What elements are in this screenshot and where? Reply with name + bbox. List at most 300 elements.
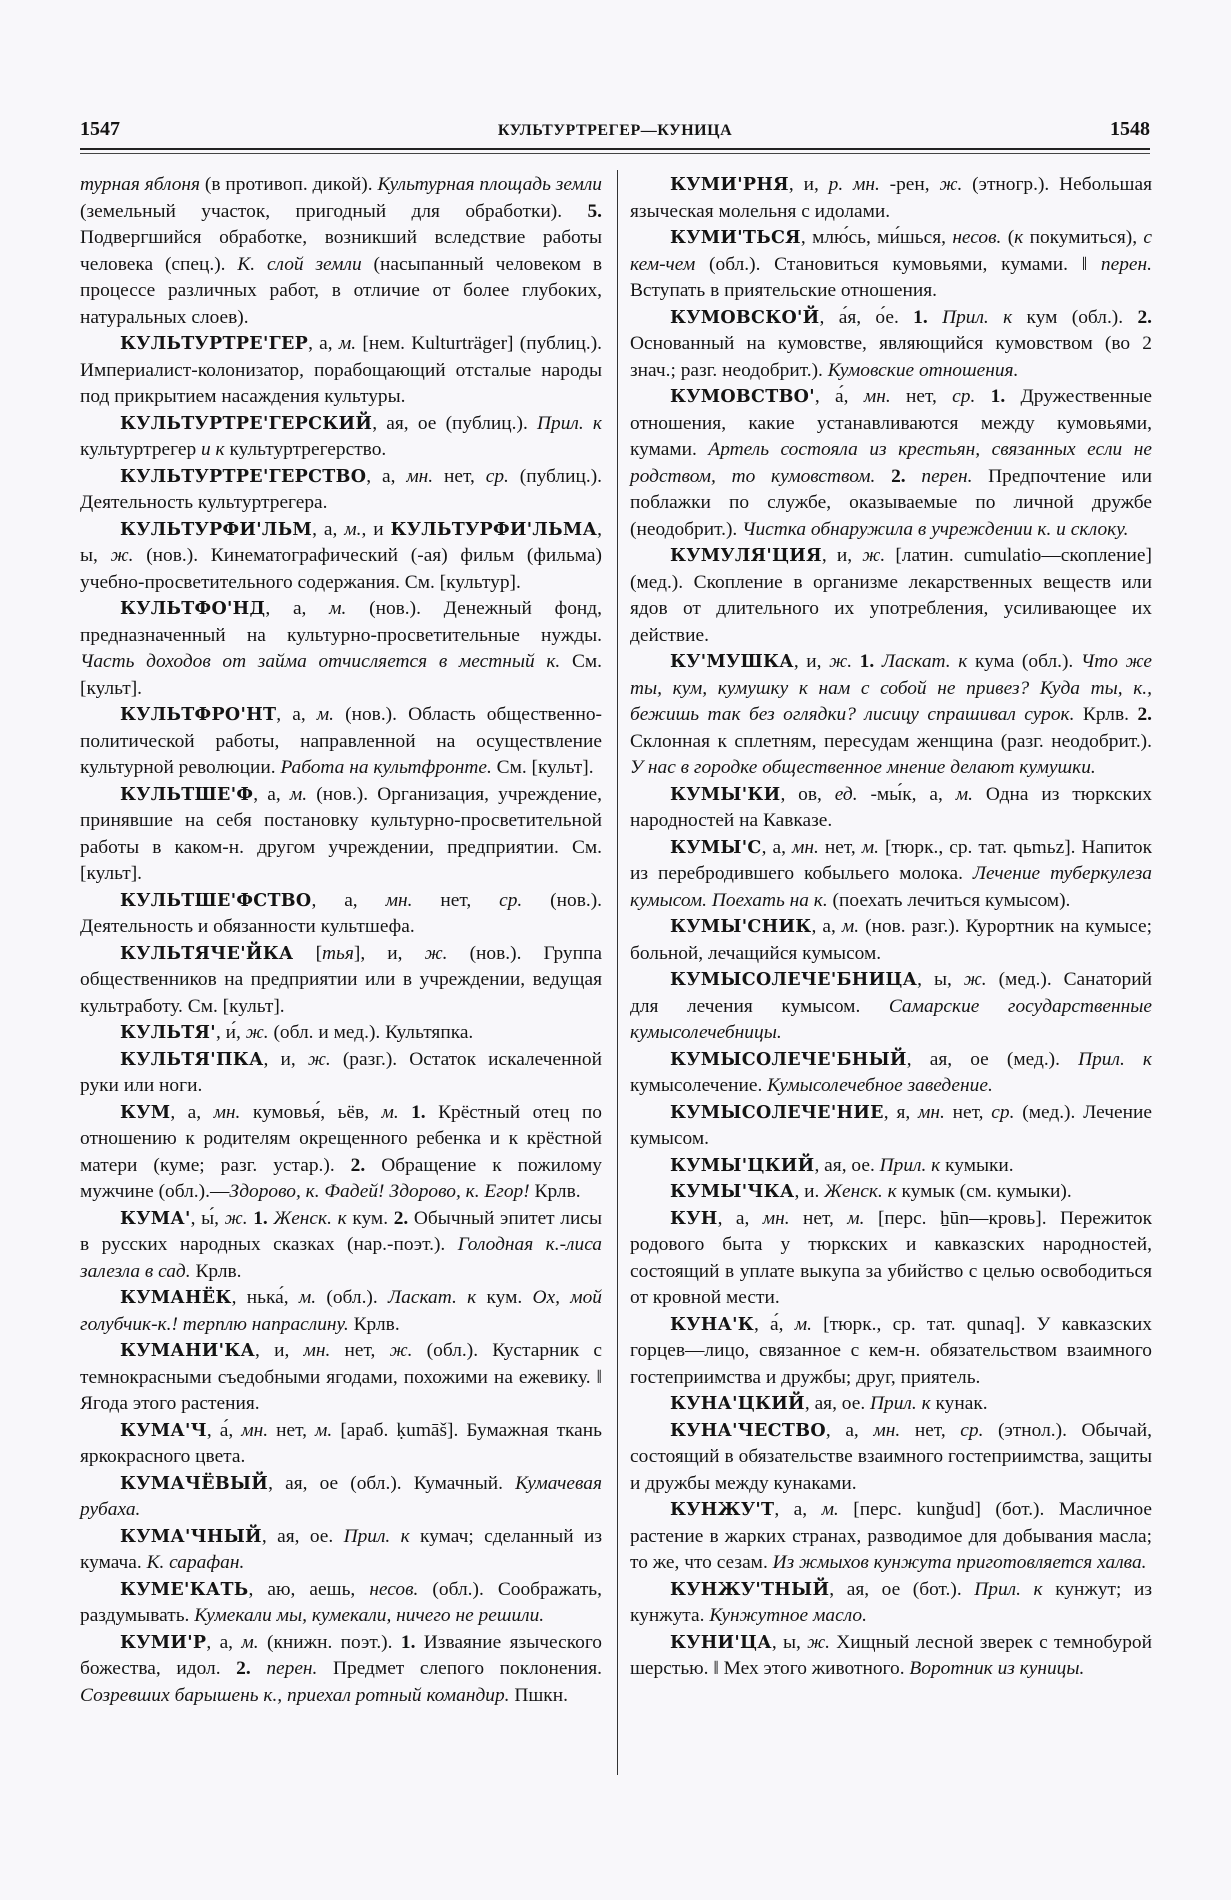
entry-text: , я, [883, 1101, 919, 1123]
entry-text: Крлв. [348, 1313, 400, 1335]
headword: КУМА'Ч [120, 1420, 207, 1441]
entry-text: , и, [263, 1048, 308, 1070]
entry-text [975, 386, 990, 407]
italic-text: Женск. к [273, 1207, 347, 1229]
entry-text: , нька́, [231, 1287, 299, 1308]
dictionary-entry [630, 1100, 1152, 1153]
running-head: КУЛЬТУРТРЕГЕР—КУНИЦА [497, 122, 733, 139]
headword: КУНА'К [670, 1314, 754, 1335]
dictionary-entry [630, 1391, 1152, 1418]
italic-text: ж. [963, 969, 987, 990]
entry-text: , а, [253, 783, 290, 805]
italic-text: ж. [829, 651, 853, 672]
entry-text: Одна из тюркских народностей на Кавказе. [630, 783, 1152, 831]
sense-number: 2. [393, 1207, 409, 1229]
italic-text: к [1014, 227, 1024, 248]
entry-text: [ [293, 942, 323, 964]
dictionary-entry [630, 1312, 1152, 1392]
italic-text: м. [955, 783, 973, 805]
italic-text: Ласкат. к [388, 1287, 477, 1308]
italic-text: ж. [307, 1048, 331, 1070]
headword: КУЛЬТЯЧЕ'ЙКА [120, 943, 294, 964]
italic-text: мн. [762, 1207, 790, 1229]
sense-number: 2. [1137, 704, 1152, 725]
entry-text: [араб. ḳumāš]. Бумажная ткань яркокрасного цвета. [80, 1419, 603, 1467]
italic-text: ср. [960, 1419, 984, 1441]
italic-text: ср. [991, 1101, 1015, 1123]
headword: КУМА' [120, 1208, 191, 1229]
entry-text [399, 1102, 411, 1123]
italic-text: Прил. к [1078, 1048, 1152, 1070]
italic-text: м. [861, 836, 879, 858]
dictionary-entry [630, 172, 1152, 225]
headword: КУЛЬТШЕ'Ф [120, 784, 254, 805]
italic-text: К. сарафан. [146, 1552, 245, 1573]
headword: КУЛЬТФО'НД [120, 599, 266, 619]
entry-text: Дружественные отношения, какие устанавливаются между кумовьями, кумами. [630, 386, 1152, 460]
entry-text: нет, [330, 1340, 390, 1361]
headword: КУМЫ'СНИК [670, 917, 812, 937]
entry-text: Крлв. [529, 1181, 581, 1202]
italic-text: мн. [918, 1101, 945, 1123]
entry-text: , а, [761, 836, 792, 858]
entry-text [874, 651, 882, 672]
entry-text: нет, [900, 1419, 961, 1441]
italic-text: Кумачевая рубаха. [80, 1472, 602, 1520]
dictionary-entry [80, 1047, 602, 1100]
entry-text: [тюрк., ср. тат. qunaq]. У кавказских горцев—лицо, связанное с кем-н. обязательством взаимного гостеприимства и дружбы; друг, приятель. [630, 1313, 1152, 1388]
headword: КУМЫ'С [670, 837, 762, 858]
headword: КУМЫСОЛЕЧЕ'БНИЦА [670, 970, 918, 990]
dictionary-entry [80, 1338, 602, 1418]
entry-text: , ая, ое (мед.). [906, 1048, 1079, 1070]
entry-text: [тюрк., ср. тат. qьmьz]. Напиток из перебродившего кобыльего молока. [630, 836, 1152, 884]
italic-text: Культурная площадь земли [377, 174, 602, 195]
dictionary-entry [630, 1577, 1152, 1630]
entry-text: , и [361, 518, 391, 540]
entry-text: , ая, ое (обл.). Кумачный. [268, 1472, 516, 1494]
entry-text: , ы, [771, 1631, 808, 1653]
entry-text: [нем. Kulturträger] (публиц.). Империалист-колонизатор, порабощающий отсталые народы под прикрытием насаждения культуры. [80, 333, 603, 407]
headword: КУНА'ЧЕСТВО [670, 1420, 826, 1441]
sense-number: 2. [1137, 306, 1153, 328]
entry-text: культуртрегер [80, 439, 201, 460]
italic-text: К. слой земли [237, 253, 362, 275]
italic-text: перен. [921, 465, 973, 487]
headword: КУМУЛЯ'ЦИЯ [670, 546, 822, 566]
entry-text: (насыпанный человеком в процессе различных работ, в отличие от более глубоких, натуральных слоев). [80, 253, 602, 328]
italic-text: м. [381, 1101, 399, 1123]
entry-text: , а, [265, 598, 330, 619]
italic-text: р. мн. [828, 174, 880, 195]
entry-text: (обл.). Кустарник с темнокрасными съедобными ягодами, похожими на ежевику. ‖ Ягода этого растения. [80, 1340, 602, 1414]
dictionary-entry [630, 967, 1152, 1047]
dictionary-entry [630, 1179, 1152, 1206]
italic-text: ж. [389, 1340, 413, 1361]
headword: КУЛЬТУРФИ'ЛЬМ [120, 519, 313, 540]
italic-text: м. [316, 704, 335, 725]
entry-text: , ы́, [190, 1207, 225, 1229]
italic-text: ж. [424, 942, 448, 964]
entry-text: Обращение к пожилому мужчине (обл.).— [80, 1154, 602, 1202]
entry-text: , ая, ое (бот.). [829, 1578, 975, 1600]
entry-text: (нов.). Область общественно-политической работы, направленной на осуществление культурной революции. [80, 704, 602, 778]
entry-text: , ая, ое. [261, 1525, 344, 1547]
entry-text: Крлв. [1074, 704, 1138, 725]
entry-text: , и, [793, 651, 830, 672]
entry-text: (обл.). [316, 1287, 389, 1308]
entry-text: кунжут; из кунжута. [630, 1578, 1152, 1626]
italic-text: м. [241, 1631, 259, 1653]
entry-text: Крлв. [190, 1260, 242, 1282]
entry-text: , а, [717, 1207, 763, 1229]
italic-text: мн. [791, 836, 819, 858]
entry-text: (нов.). Группа общественников на предприятии или в учреждении, ведущая культработу. См. [культ]. [80, 942, 602, 1017]
entry-text: , и, [821, 545, 863, 566]
entry-text: (обл.). Становиться кумовьями, кумами. ‖ [695, 253, 1101, 275]
entry-text: , и́, [215, 1022, 246, 1043]
italic-text: Прил. к [537, 412, 603, 434]
headword: КУМЫСОЛЕЧЕ'НИЕ [670, 1102, 884, 1123]
italic-text: Здорово, к. Фадей! Здорово, к. Егор! [229, 1181, 530, 1202]
entry-text: , ая, ое. [814, 1154, 880, 1176]
entry-text: кум (обл.). [1012, 306, 1138, 328]
italic-text: Из жмыхов кунжута приготовляется халва. [772, 1552, 1147, 1573]
italic-text: Кумекали мы, кумекали, ничего не решили. [194, 1605, 545, 1626]
dictionary-entry [630, 1047, 1152, 1100]
sense-number: 2. [891, 465, 906, 487]
entry-text: кумовья́, ьёв, [240, 1101, 382, 1123]
headword: КУМЫ'ЧКА [670, 1182, 795, 1202]
dictionary-entry [80, 1100, 602, 1206]
dictionary-entry [80, 1630, 602, 1710]
headword: КУЛЬТУРТРЕ'ГЕР [120, 334, 309, 354]
dictionary-entry [80, 782, 602, 888]
headword: КУН [670, 1208, 718, 1229]
entry-text: , а́, [754, 1313, 795, 1335]
entry-text: , а́, [814, 386, 864, 407]
headword: КУМЕ'КАТЬ [120, 1579, 249, 1600]
entry-text: (нов.). Денежный фонд, предназначенный на культурно-просветительные нужды. [80, 598, 603, 646]
dictionary-entry [80, 1418, 602, 1471]
italic-text: Что же ты, кум, кумушку к нам с собой не привез? Куда ты, к., бежишь так без оглядки? лисицу спрашивал сурок. [630, 651, 1152, 725]
headword: КУМИ'РНЯ [670, 175, 789, 195]
italic-text: Лечение туберкулеза кумысом. Поехать на к. [630, 863, 1153, 911]
headword: КУМЫСОЛЕЧЕ'БНЫЙ [670, 1049, 907, 1070]
sense-number: 1. [990, 386, 1006, 407]
dictionary-entry [630, 1153, 1152, 1180]
italic-text: мн. [303, 1340, 331, 1361]
entry-text: (этногр.). Небольшая языческая молельня с идолами. [630, 174, 1152, 222]
headword: КУЛЬТЯ'ПКА [120, 1049, 264, 1070]
headword: КУНИ'ЦА [670, 1632, 772, 1653]
sense-number: 2. [350, 1154, 366, 1176]
dictionary-entry [630, 1630, 1152, 1683]
entry-text: (мед.). Санаторий для лечения кумысом. [630, 969, 1152, 1017]
entry-text: См. [культ]. [80, 651, 602, 699]
entry-text: (нов.). Кинематографический (-ая) фильм (фильма) учебно-просветительного содержания. См. [культур]. [80, 545, 602, 593]
page-number-right: 1548 [1110, 118, 1150, 140]
italic-text: Созревших барышень к., приехал ротный командир. [80, 1684, 510, 1706]
sense-number: 1. [913, 306, 928, 328]
italic-text: Чистка обнаружила в учреждении к. и склоку. [742, 518, 1129, 540]
entry-text: нет, [818, 836, 862, 858]
italic-text: Кумысолечебное заведение. [767, 1075, 993, 1096]
sense-number: 2. [236, 1658, 251, 1679]
entry-text: См. [культ]. [491, 757, 594, 778]
entry-text: кум. [476, 1287, 533, 1308]
dictionary-entry [80, 596, 602, 702]
italic-text: ед. [834, 783, 858, 805]
italic-text: мн. [385, 889, 413, 911]
entry-text: (в противоп. дикой). [200, 174, 378, 195]
headword: КУМ [120, 1102, 171, 1123]
entry-text: Крёстный отец по отношению к родителям окрещенного ребенка и к крёстной матери (куме; разг. устар.). [80, 1101, 602, 1176]
headword: КУЛЬТШЕ'ФСТВО [120, 890, 312, 911]
entry-text: нет, [412, 889, 500, 911]
dictionary-entry [630, 914, 1152, 967]
italic-text: мн. [863, 386, 891, 407]
entry-text: , а, [774, 1499, 822, 1520]
headword: КУМАНИ'КА [120, 1341, 256, 1361]
italic-text: Прил. к [879, 1154, 941, 1176]
entry-text: (разг.). Остаток искалеченной руки или ноги. [80, 1048, 602, 1096]
entry-text [906, 466, 922, 487]
header-rule-thick [80, 148, 1150, 150]
entry-text: (этнол.). Обычай, состоящий в обязательстве взаимного гостеприимства, защиты и дружбы между кунаками. [630, 1419, 1152, 1494]
headword: КУМА'ЧНЫЙ [120, 1526, 262, 1547]
dictionary-entry [80, 941, 602, 1021]
entry-text: (книжн. поэт.). [258, 1631, 401, 1653]
italic-text: Кунжутное масло. [709, 1605, 867, 1626]
headword: КУНЖУ'Т [670, 1500, 775, 1520]
entry-text: , а́я, о́е. [819, 306, 914, 328]
entry-text: Предпочтение или поблажки по службе, оказываемые по личной дружбе (неодобрит.). [630, 465, 1152, 540]
entry-text [875, 466, 891, 487]
entry-text: (поехать лечиться кумысом). [827, 889, 1071, 911]
dictionary-entry [630, 1206, 1152, 1312]
entry-text: нет, [944, 1101, 992, 1123]
entry-text: -мы́к, а, [857, 783, 956, 805]
italic-text: несов. [369, 1578, 419, 1600]
headword: КУЛЬТЯ' [120, 1023, 216, 1043]
italic-text: У нас в городке общественное мнение делают кумушки. [630, 757, 1096, 778]
entry-text: нет, [268, 1419, 316, 1441]
headword: КУМАНЁК [120, 1288, 232, 1308]
entry-text: Предмет слепого поклонения. [317, 1658, 602, 1679]
entry-text: Пшкн. [509, 1684, 568, 1706]
entry-text: (публиц.). Деятельность культуртрегера. [80, 465, 603, 513]
headword: КУЛЬТУРФИ'ЛЬМА [390, 519, 598, 540]
entry-text: , а́, [206, 1419, 242, 1441]
entry-text [852, 651, 860, 672]
column-divider [617, 170, 618, 1775]
entry-text: кума (обл.). [967, 651, 1081, 672]
italic-text: тья [322, 942, 354, 964]
italic-text: м. [329, 598, 347, 619]
italic-text: м. [847, 1207, 865, 1229]
italic-text: ж. [110, 545, 134, 566]
entry-text: , ая, ое (публиц.). [372, 412, 538, 434]
dictionary-entry [80, 464, 602, 517]
entry-text: кунак. [930, 1393, 988, 1414]
entry-text: (нов.). Деятельность и обязанности культшефа. [80, 889, 603, 937]
entry-text: -рен, [879, 174, 940, 195]
italic-text: Женск. к [824, 1181, 897, 1202]
dictionary-entry [80, 411, 602, 464]
entry-text: , млю́сь, ми́шься, [800, 227, 953, 248]
headword: КУМАЧЁВЫЙ [120, 1473, 269, 1494]
page-number-left: 1547 [80, 118, 120, 140]
dictionary-entry [80, 888, 602, 941]
italic-text: ср. [499, 889, 523, 911]
italic-text: Кумовские отношения. [827, 359, 1019, 381]
italic-text: м. [841, 916, 860, 937]
dictionary-entry [80, 1577, 602, 1630]
dictionary-entry [630, 835, 1152, 915]
headword: КУЛЬТУРТРЕ'ГЕРСТВО [120, 466, 367, 487]
entry-text: ], и, [353, 942, 425, 964]
entry-text: [латин. cumulatio—скопление] (мед.). Скопление в организме лекарственных веществ или ядов от длительного их употребления, усиливающее их действие. [630, 545, 1152, 646]
entry-text: культуртрегерство. [224, 439, 387, 460]
entry-text: , а, [311, 889, 386, 911]
entry-text: , ов, [780, 783, 835, 805]
headword: КУМИ'ТЬСЯ [670, 228, 801, 248]
italic-text: Работа на культфронте. [280, 757, 492, 778]
dictionary-entry [80, 1206, 602, 1286]
headword: КУ'МУШКА [670, 652, 794, 672]
header-rule-thin [80, 153, 1150, 154]
right-column [630, 172, 1152, 1683]
italic-text: ср. [952, 386, 976, 407]
italic-text: Самарские государственные кумысолечебницы. [630, 995, 1152, 1043]
dictionary-entry [630, 384, 1152, 543]
italic-text: с кем-чем [630, 227, 1152, 275]
italic-text: мн. [873, 1419, 901, 1441]
italic-text: ж. [245, 1022, 269, 1043]
italic-text: перен. [1100, 253, 1152, 275]
entry-text: , а, [308, 333, 339, 354]
entry-text: , а, [312, 518, 345, 540]
sense-number: 1. [411, 1101, 426, 1123]
entry-text: , а, [170, 1101, 214, 1123]
dictionary-entry [80, 1285, 602, 1338]
dictionary-entry [630, 543, 1152, 649]
italic-text: м. [298, 1287, 317, 1308]
entry-text: , а, [825, 1419, 874, 1441]
headword: КУМОВСТВО' [670, 387, 815, 407]
entry-text: (обл.). Соображать, раздумывать. [80, 1578, 602, 1626]
sense-number: 1. [400, 1631, 416, 1653]
page-header [80, 118, 1150, 148]
italic-text: Ласкат. к [881, 651, 968, 672]
entry-text: , а, [276, 704, 317, 725]
italic-text: м. [344, 518, 362, 540]
entry-text: , а, [366, 465, 407, 487]
headword: КУНЖУ'ТНЫЙ [670, 1579, 830, 1600]
entry-text [251, 1658, 267, 1679]
entry-text: , аю, аешь, [248, 1578, 370, 1600]
entry-text: нет, [789, 1207, 848, 1229]
italic-text: мн. [406, 465, 434, 487]
entry-text: , и, [255, 1340, 304, 1361]
entry-text: Изваяние языческого божества, идол. [80, 1631, 602, 1679]
dictionary-entry [630, 1497, 1152, 1577]
entry-text: , ая, ое. [804, 1393, 871, 1414]
entry-text: покумиться), [1023, 227, 1144, 248]
dictionary-entry [630, 649, 1152, 782]
entry-text: [перс. kunğud] (бот.). Масличное растение в жарких странах, разводимое для добывания масла; то же, что сезам. [630, 1499, 1153, 1573]
italic-text: Прил. к [343, 1525, 410, 1547]
entry-text: (нов. разг.). Курортник на кумысе; больной, лечащийся кумысом. [630, 916, 1152, 964]
italic-text: перен. [266, 1658, 318, 1679]
entry-text: , и, [788, 174, 829, 195]
sense-number: 1. [253, 1207, 268, 1229]
italic-text: Воротник из куницы. [909, 1658, 1085, 1679]
italic-text: турная яблоня [80, 174, 201, 195]
dictionary-entry [630, 305, 1152, 385]
entry-text: , и. [794, 1181, 825, 1202]
italic-text: ср. [485, 465, 509, 487]
entry-continuation [80, 172, 602, 331]
entry-text: кумач; сделанный из кумача. [80, 1525, 602, 1573]
italic-text: Прил. к [974, 1578, 1043, 1600]
dictionary-entry [630, 1418, 1152, 1498]
entry-text: кум. [346, 1207, 394, 1229]
italic-text: м. [289, 783, 308, 805]
entry-text: ( [1001, 227, 1015, 248]
italic-text: Прил. к [942, 306, 1013, 328]
italic-text: Ох, мой голубчик-к.! терплю напраслину. [80, 1287, 602, 1335]
italic-text: м. [821, 1499, 839, 1520]
italic-text: несов. [952, 227, 1002, 248]
headword: КУМЫ'КИ [670, 784, 781, 805]
entry-text: Подвергшийся обработке, возникший вследствие работы человека (спец.). [80, 227, 602, 275]
dictionary-entry [80, 1020, 602, 1047]
italic-text: Голодная к.-лиса залезла в сад. [80, 1234, 603, 1282]
headword: КУМОВСКО'Й [670, 307, 820, 328]
dictionary-entry [80, 1524, 602, 1577]
entry-text: , ы, [80, 518, 602, 566]
entry-text: нет, [890, 386, 953, 407]
entry-text: кумык (см. кумыки). [896, 1181, 1072, 1202]
italic-text: Артель состояла из крестьян, связанных если не родством, то кумовством. [630, 439, 1152, 487]
headword: КУНА'ЦКИЙ [670, 1394, 805, 1414]
entry-text: (мед.). Лечение кумысом. [630, 1101, 1153, 1149]
entry-text: Склонная к сплетням, пересудам женщина (разг. неодобрит.). [630, 730, 1152, 752]
dictionary-entry [80, 702, 602, 782]
entry-text: нет, [433, 465, 486, 487]
entry-text [928, 307, 942, 328]
headword: КУЛЬТФРО'НТ [120, 705, 277, 725]
sense-number: 1. [859, 651, 875, 672]
entry-text: [перс. ẖūn—кровь]. Пережиток родового быта у тюркских и кавказских народностей, состоящий в уплате выкупа за убийство с целью освободиться от кровной мести. [630, 1207, 1153, 1308]
entry-text: , а, [811, 916, 842, 937]
entry-text: Хищный лесной зверек с темнобурой шерстью. ‖ Мех этого животного. [630, 1631, 1152, 1679]
entry-text: Основанный на кумовстве, являющийся кумовством (во 2 знач.; разг. неодобрит.). [630, 333, 1152, 381]
italic-text: и к [200, 439, 225, 460]
headword: КУЛЬТУРТРЕ'ГЕРСКИЙ [120, 413, 373, 434]
entry-text: Вступать в приятельские отношения. [630, 280, 937, 301]
entry-text: , ы, [917, 969, 964, 990]
dictionary-entry [630, 225, 1152, 305]
entry-text: (обл. и мед.). Культяпка. [268, 1022, 474, 1043]
italic-text: ж. [939, 174, 963, 195]
italic-text: ж. [224, 1207, 248, 1229]
italic-text: мн. [213, 1101, 241, 1123]
headword: КУМИ'Р [120, 1632, 207, 1653]
entry-text: (нов.). Организация, учреждение, принявшие на себя постановку культурно-просветительной работы в каком-н. другом учреждении, предприятии. См. [культ]. [80, 783, 603, 884]
